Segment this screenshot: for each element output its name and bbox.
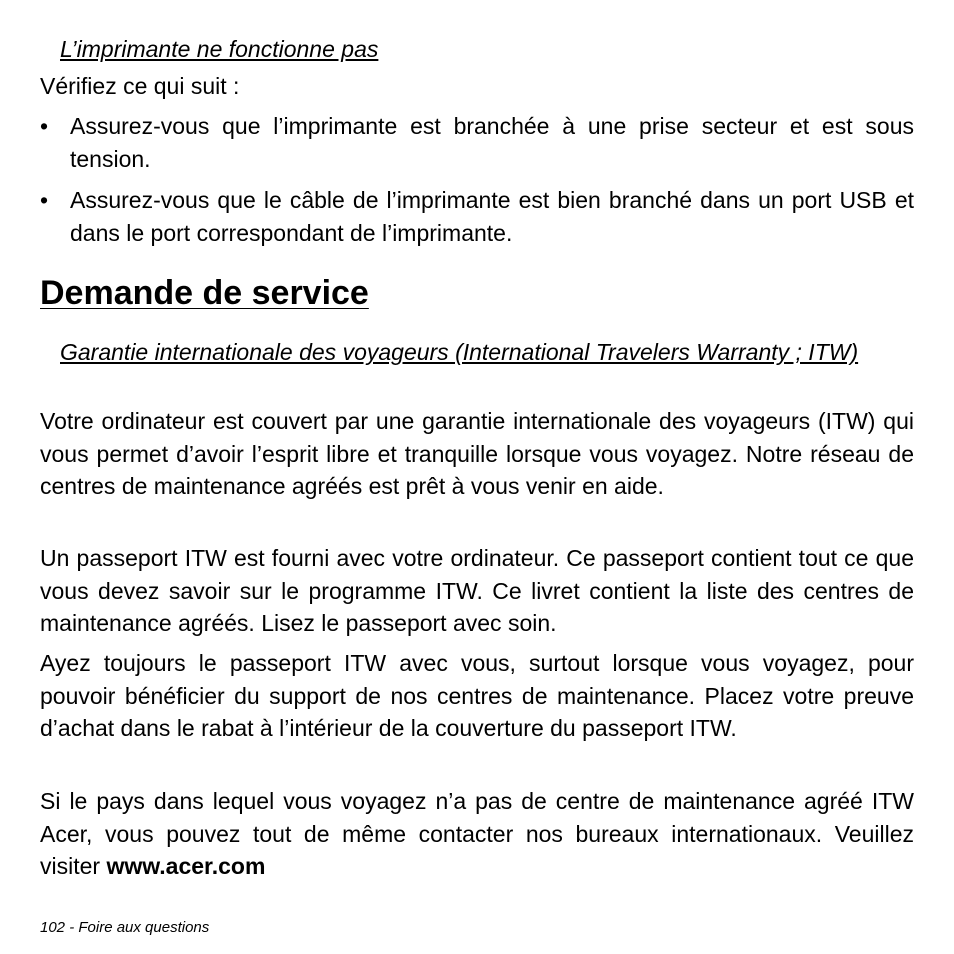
paragraph-carry-passport: Ayez toujours le passeport ITW avec vous, surtout lorsque vous voyagez, pour pouvoir bénéficier du support de nos centres de maintenance. Placez votre preuve d’achat dans le rabat à l’intérieur de la couverture du passeport ITW. (40, 650, 914, 741)
list-item (40, 110, 914, 175)
list-item (40, 184, 914, 249)
printer-checklist (40, 110, 914, 258)
printer-subheading: L’imprimante ne fonctionne pas (60, 36, 379, 62)
acer-website-link[interactable]: www.acer.com (106, 853, 266, 879)
paragraph-contact (40, 785, 914, 883)
paragraph-coverage: Votre ordinateur est couvert par une garantie internationale des voyageurs (ITW) qui vous permet d’avoir l’esprit libre et tranquille lorsque vous voyagez. Notre réseau de centres de maintenance agréés est prêt à vous venir en aide. (40, 408, 914, 499)
warranty-subheading: Garantie internationale des voyageurs (International Travelers Warranty ; ITW) (60, 339, 859, 365)
bullet-icon: • (40, 187, 49, 213)
check-intro: Vérifiez ce qui suit : (40, 73, 240, 99)
bullet-icon: • (40, 113, 49, 139)
section-title: Demande de service (40, 274, 369, 312)
bullet-text: Assurez-vous que le câble de l’imprimante est bien branché dans un port USB et dans le port correspondant de l’imprimante. (70, 187, 914, 246)
paragraph-passport: Un passeport ITW est fourni avec votre ordinateur. Ce passeport contient tout ce que vous devez savoir sur le programme ITW. Ce livret contient la liste des centres de maintenance agréés. Lisez le passeport avec soin. (40, 545, 914, 636)
bullet-text: Assurez-vous que l’imprimante est branchée à une prise secteur et est sous tension. (70, 113, 914, 172)
page-footer: 102 - Foire aux questions (40, 919, 210, 936)
contact-text: Si le pays dans lequel vous voyagez n’a pas de centre de maintenance agréé ITW Acer, vous pouvez tout de même contacter nos bureaux internationaux. Veuillez visiter (40, 788, 914, 879)
